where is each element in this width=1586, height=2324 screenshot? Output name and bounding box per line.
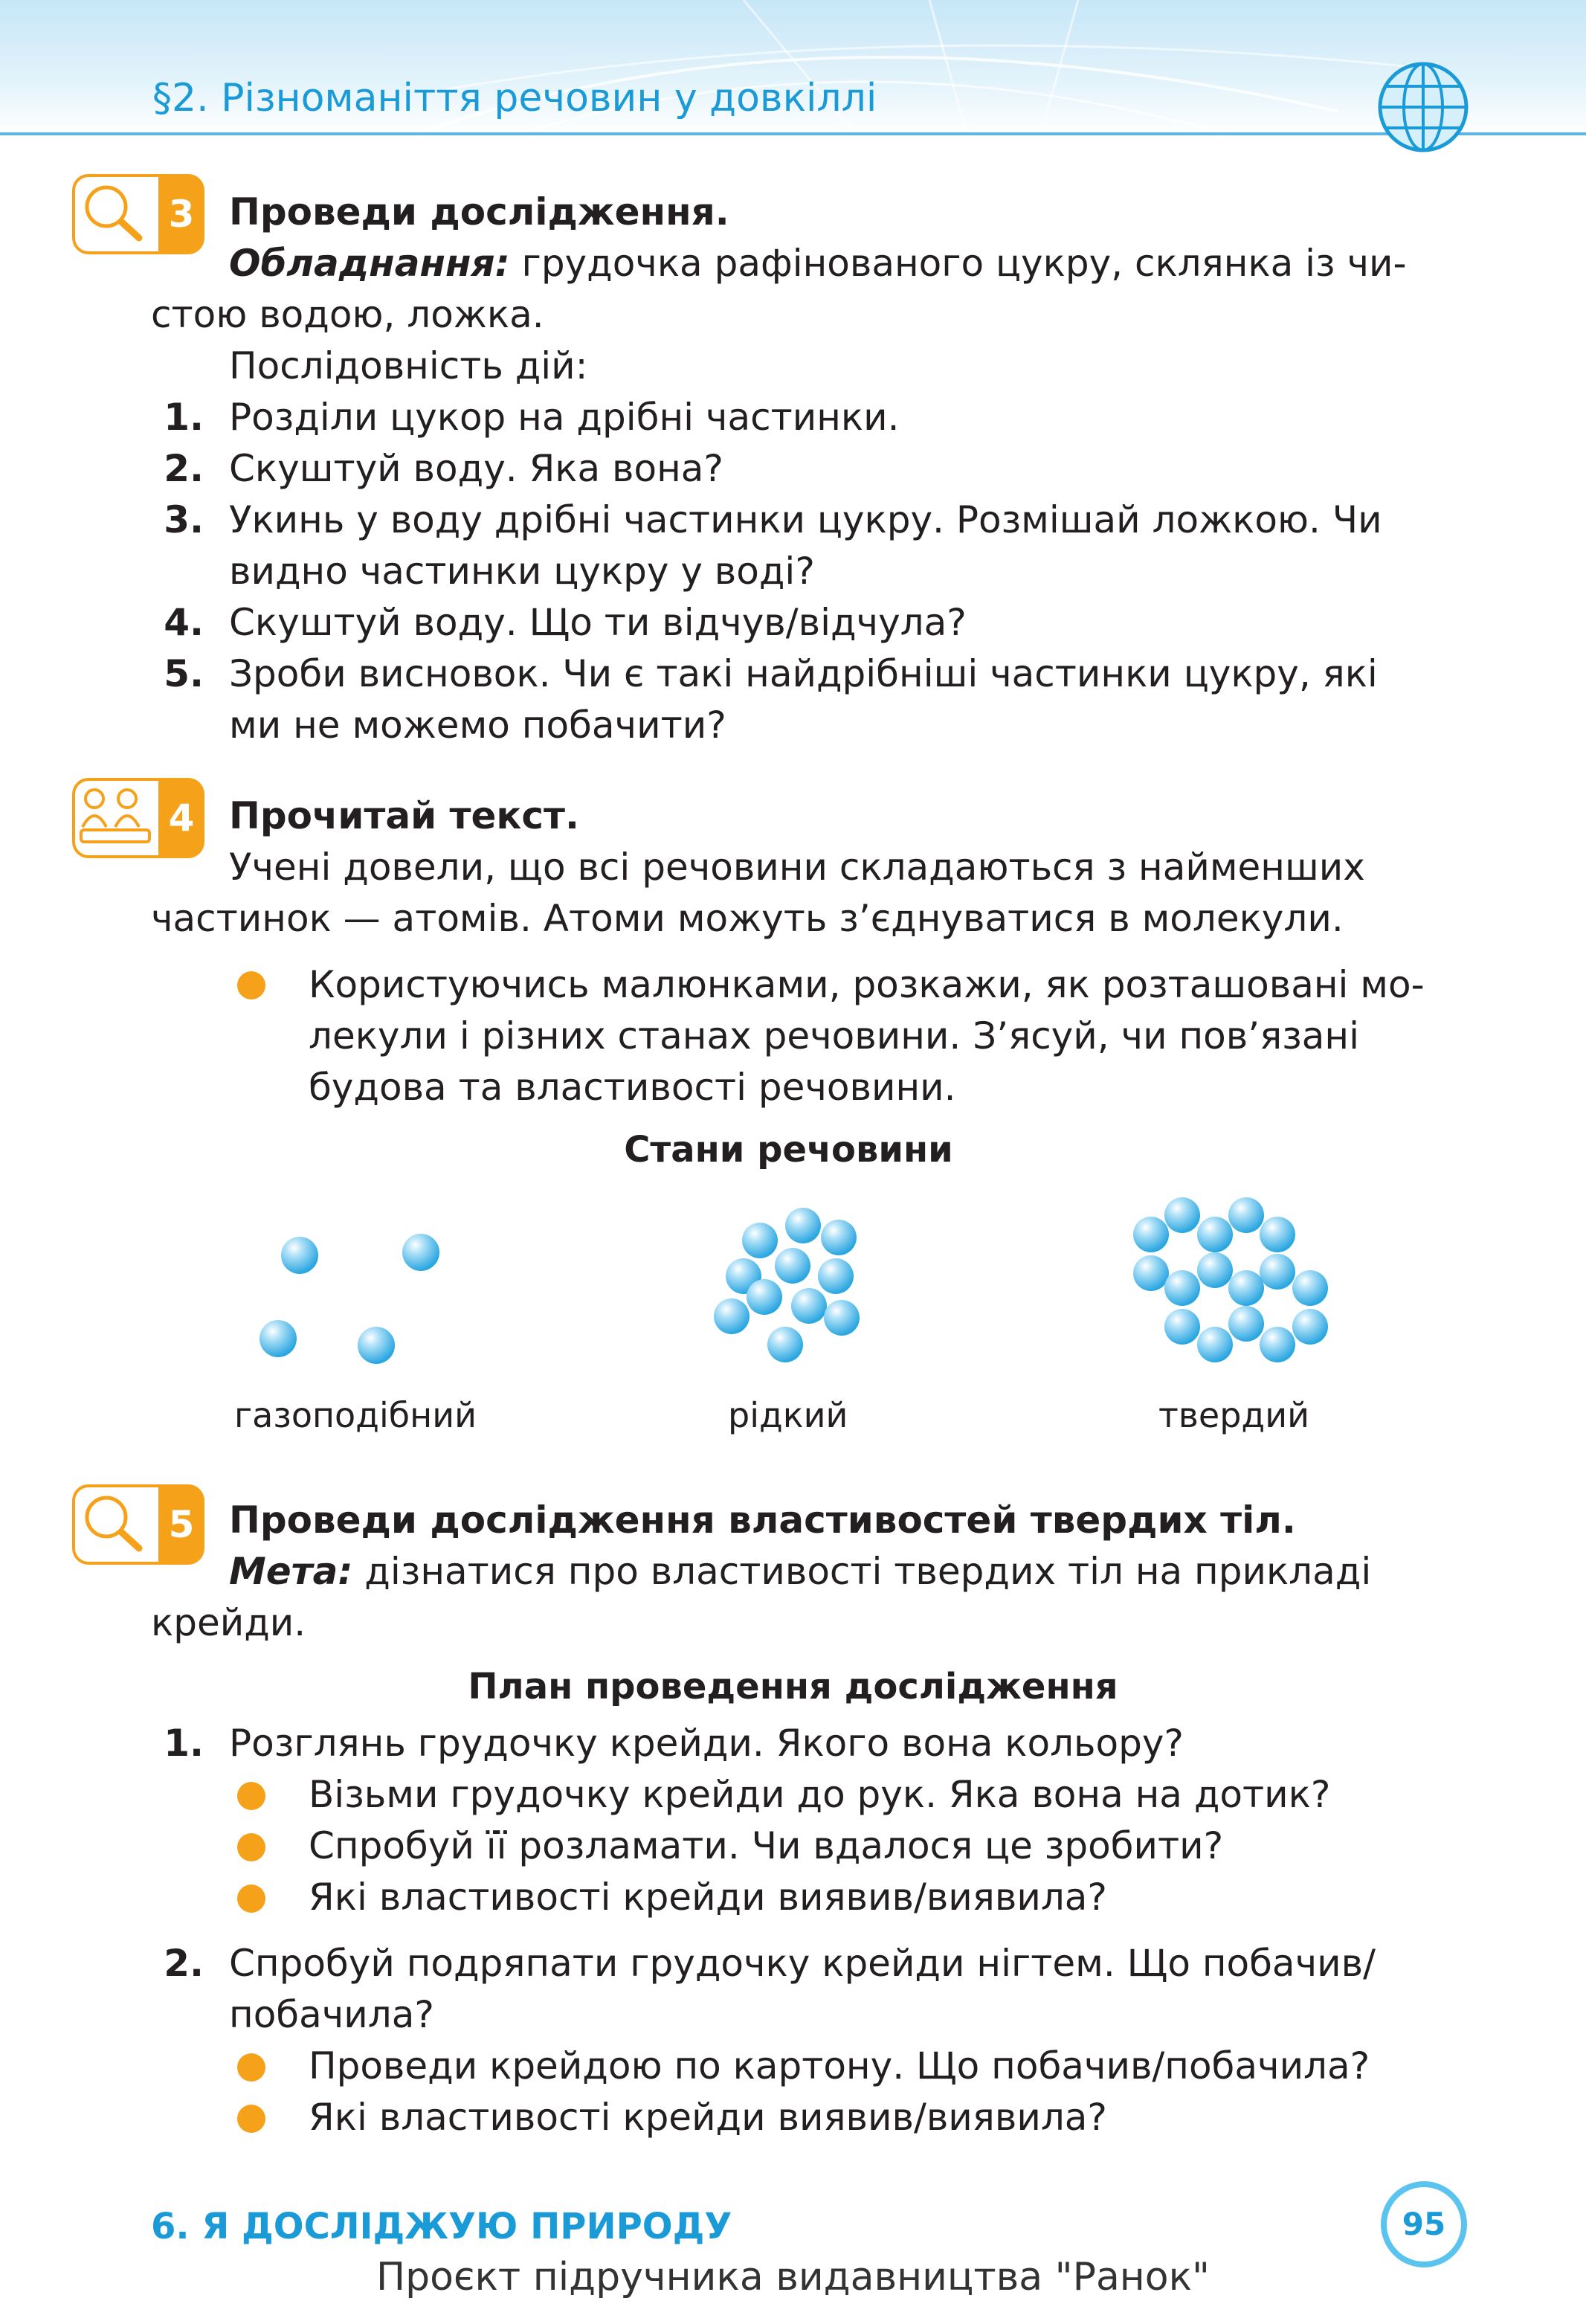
states-title: Стани речовини <box>624 1129 953 1171</box>
step-number: 2. <box>164 447 204 490</box>
solid-molecules <box>1133 1197 1328 1362</box>
state-caption-gas: газоподібний <box>234 1395 477 1435</box>
step-number: 5. <box>164 652 204 695</box>
bullet-text: Які властивості крейди виявив/виявила? <box>309 2096 1107 2139</box>
liquid-molecules <box>714 1208 860 1362</box>
task-3-badge <box>72 174 207 251</box>
bullet-dot <box>237 2053 265 2082</box>
magnifier-icon <box>78 178 152 245</box>
goal-text-cont: крейди. <box>151 1601 306 1644</box>
step-number: 1. <box>164 1722 204 1765</box>
task-number: 4 <box>158 778 204 858</box>
task-3-title: Проведи дослідження. <box>229 190 729 234</box>
chapter-label: 6. Я ДОСЛІДЖУЮ ПРИРОДУ <box>151 2206 732 2247</box>
task-number: 5 <box>158 1484 204 1565</box>
task-4-title: Прочитай текст. <box>229 794 579 837</box>
equipment-text: грудочка рафінованого цукру, склянка із чи- <box>521 242 1407 285</box>
plan-title: План проведення дослідження <box>468 1666 1118 1707</box>
bullet-text: Користуючись малюнками, розкажи, як розташовані мо- <box>309 963 1425 1006</box>
step-text: Укинь у воду дрібні частинки цукру. Розмішай ложкою. Чи <box>229 498 1382 541</box>
step-number: 1. <box>164 396 204 439</box>
step-text: Скуштуй воду. Яка вона? <box>229 447 723 490</box>
section-title: §2. Різноманіття речовин у довкіллі <box>152 76 877 120</box>
step-text: видно частинки цукру у воді? <box>229 550 815 593</box>
equipment-text-cont: стою водою, ложка. <box>151 293 544 336</box>
step-number: 2. <box>164 1942 204 1985</box>
task-4-badge <box>72 778 207 855</box>
bullet-text: лекули і різних станах речовини. З’ясуй, чи пов’язані <box>309 1014 1360 1058</box>
state-caption-liquid: рідкий <box>728 1395 848 1435</box>
reading-people-icon <box>78 782 152 849</box>
equipment-line <box>229 238 1407 289</box>
bullet-text: Візьми грудочку крейди до рук. Яка вона на дотик? <box>309 1773 1331 1816</box>
equipment-label: Обладнання: <box>229 242 510 285</box>
step-text: Зроби висновок. Чи є такі найдрібніші частинки цукру, які <box>229 652 1378 695</box>
step-text: Розглянь грудочку крейди. Якого вона кольору? <box>229 1722 1184 1765</box>
step-text: Скуштуй воду. Що ти відчув/відчула? <box>229 601 967 644</box>
step-text: Розділи цукор на дрібні частинки. <box>229 396 900 439</box>
bullet-text: будова та властивості речовини. <box>309 1066 956 1109</box>
bullet-dot <box>237 1782 265 1810</box>
bullet-text: Проведи крейдою по картону. Що побачив/побачила? <box>309 2044 1370 2088</box>
gas-molecules <box>260 1234 439 1364</box>
paragraph-line: Учені довели, що всі речовини складаються з найменших <box>229 846 1365 889</box>
page-number: 95 <box>1381 2181 1467 2267</box>
goal-text: дізнатися про властивості твердих тіл на прикладі <box>364 1550 1372 1593</box>
bullet-dot <box>237 1884 265 1913</box>
bullet-dot <box>237 1833 265 1861</box>
sequence-label: Послідовність дій: <box>229 344 588 387</box>
states-illustration <box>0 1168 1586 1406</box>
task-5-badge <box>72 1484 207 1562</box>
goal-line <box>229 1546 1371 1597</box>
magnifier-icon <box>78 1489 152 1556</box>
goal-label: Мета: <box>229 1550 353 1593</box>
task-5-title: Проведи дослідження властивостей твердих тіл. <box>229 1499 1296 1542</box>
step-text: побачила? <box>229 1993 434 2036</box>
step-text: ми не можемо побачити? <box>229 704 726 747</box>
step-number: 4. <box>164 601 204 644</box>
header-rule <box>0 132 1586 135</box>
step-number: 3. <box>164 498 204 541</box>
state-caption-solid: твердий <box>1158 1395 1310 1435</box>
step-text: Спробуй подряпати грудочку крейди нігтем. Що побачив/ <box>229 1942 1376 1985</box>
bullet-text: Спробуй її розламати. Чи вдалося це зробити? <box>309 1824 1224 1867</box>
paragraph-line: частинок — атомів. Атоми можуть з’єднуватися в молекули. <box>151 897 1344 940</box>
bullet-dot <box>237 971 265 1000</box>
task-number: 3 <box>158 174 204 254</box>
publisher-credit: Проєкт підручника видавництва "Ранок" <box>376 2255 1210 2299</box>
bullet-dot <box>237 2105 265 2133</box>
bullet-text: Які властивості крейди виявив/виявила? <box>309 1876 1107 1919</box>
globe-icon <box>1377 61 1469 153</box>
